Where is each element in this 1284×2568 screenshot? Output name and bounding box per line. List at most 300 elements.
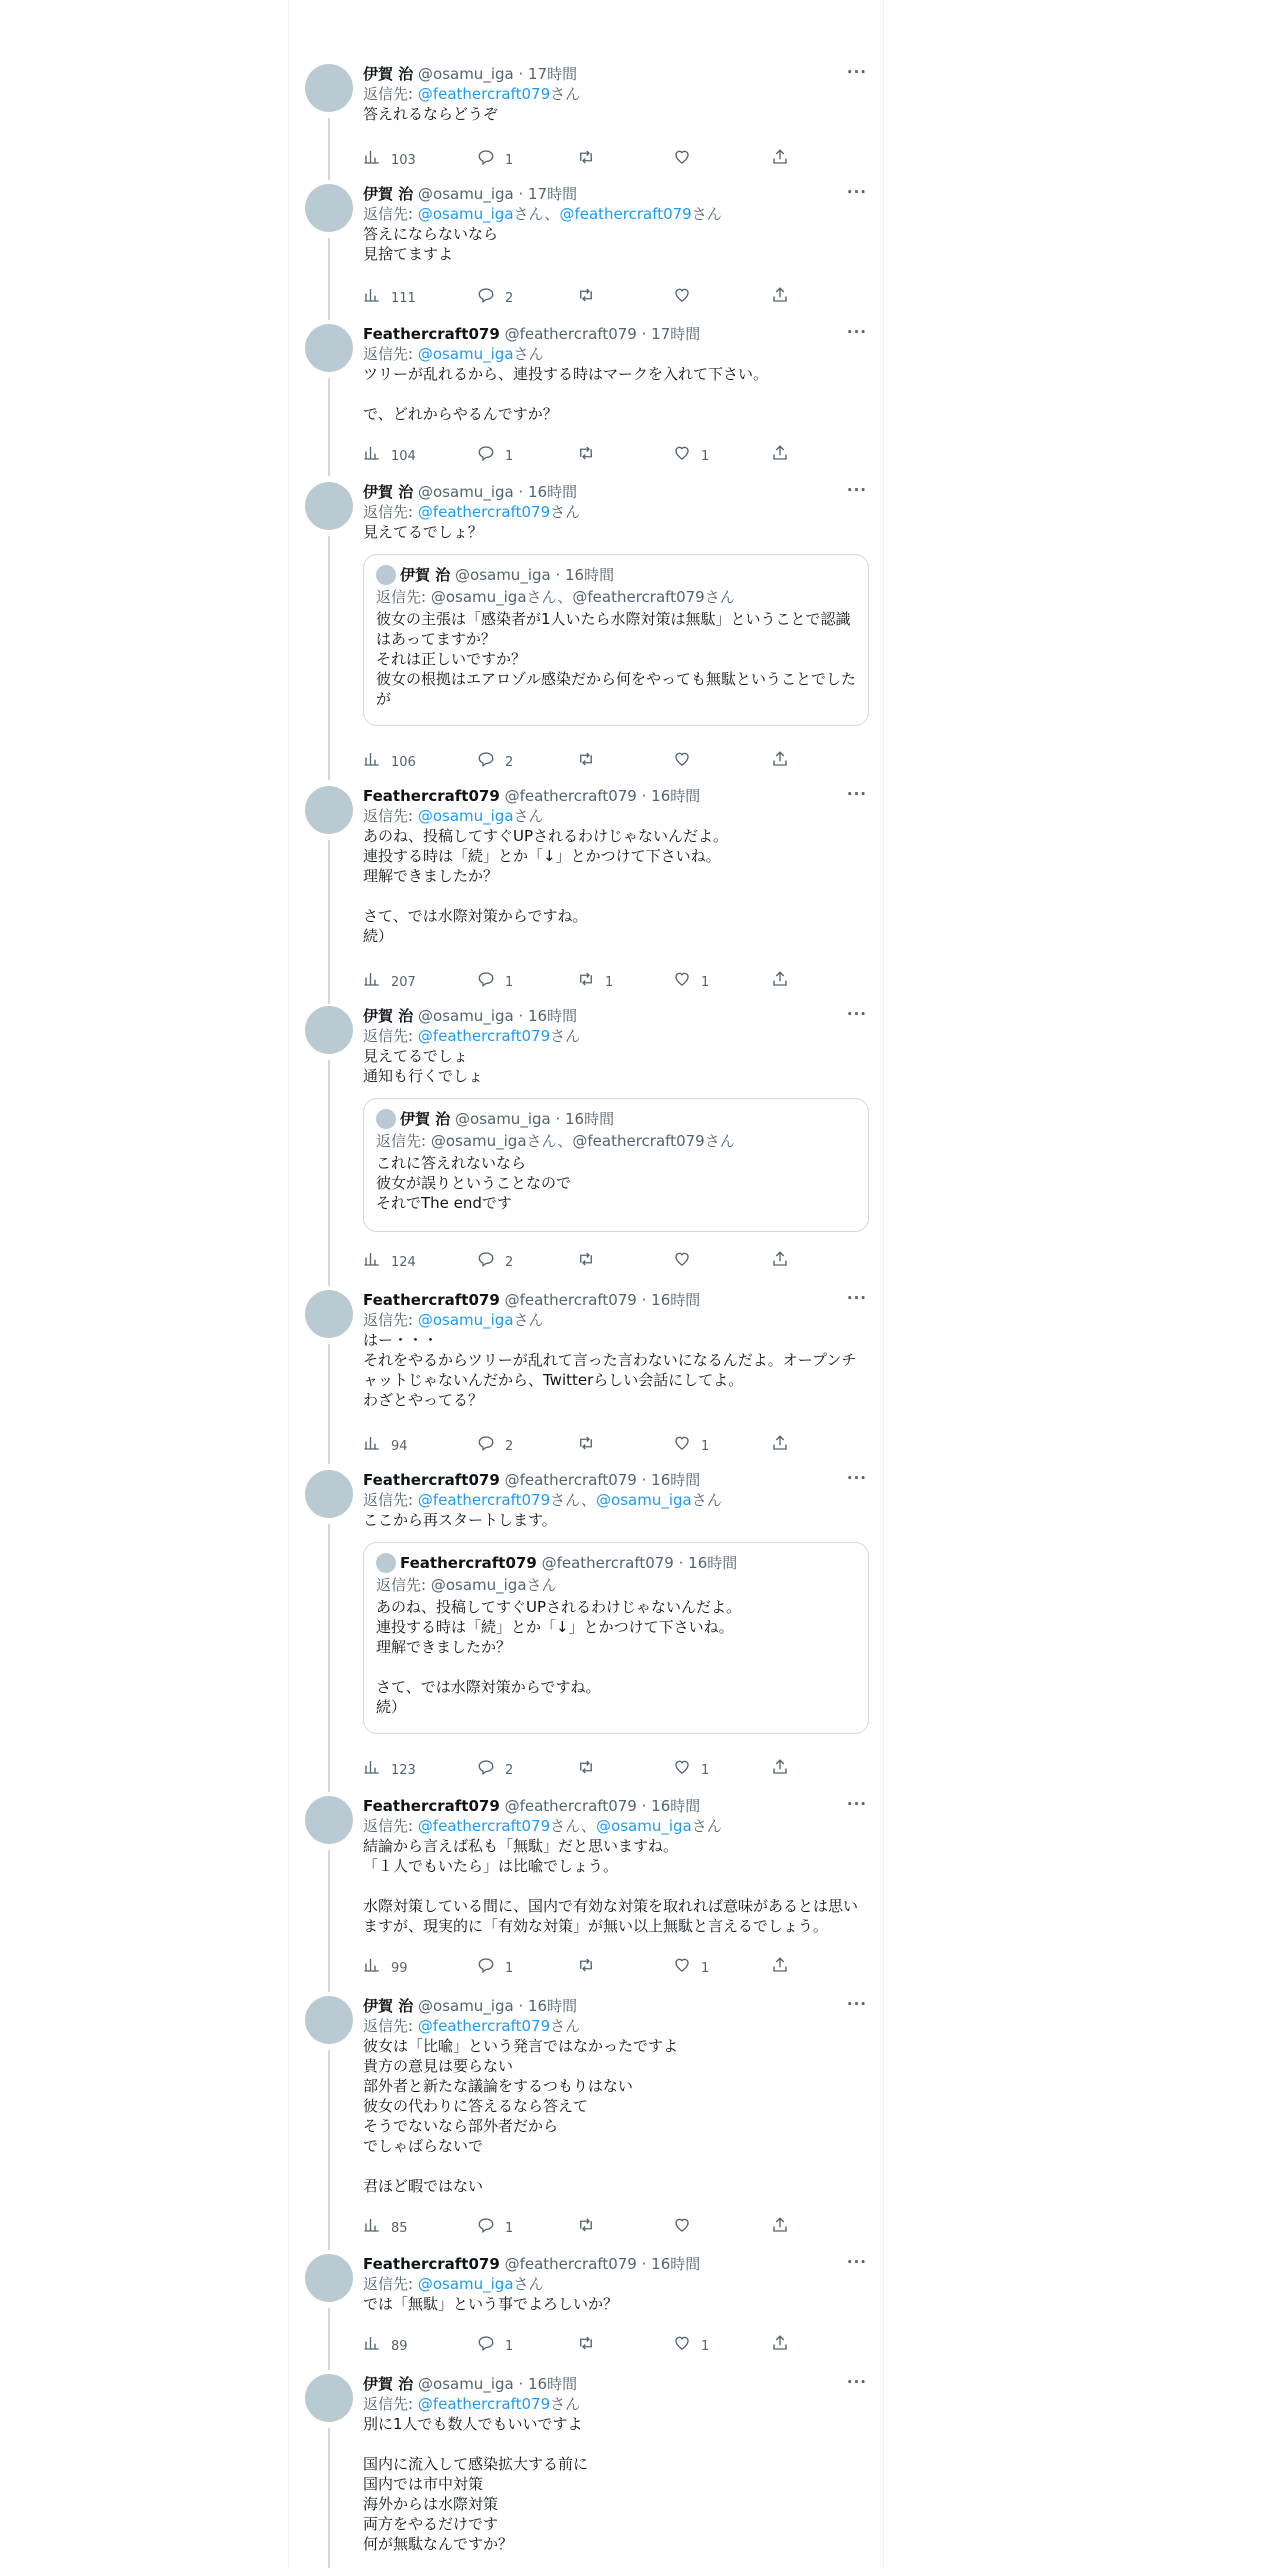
views-button[interactable] (363, 970, 416, 995)
quote-reply-line: 返信先: @osamu_igaさん、@feathercraft079さん (376, 588, 735, 606)
avatar[interactable] (305, 2254, 353, 2302)
tweet-header (363, 1470, 869, 1490)
share-icon (771, 444, 789, 469)
like-button[interactable] (673, 750, 701, 775)
avatar[interactable] (305, 1006, 353, 1054)
share-button[interactable] (771, 286, 789, 311)
views-button[interactable] (363, 1250, 416, 1275)
quote-handle: @osamu_iga (455, 1110, 551, 1128)
retweet-button[interactable] (577, 2334, 605, 2359)
reply-icon (477, 1250, 495, 1275)
retweet-button[interactable] (577, 2216, 605, 2241)
mention-link[interactable]: @osamu_iga (417, 1311, 514, 1329)
like-count: 1 (701, 1438, 710, 1454)
mention-link[interactable]: @osamu_iga (417, 807, 514, 825)
views-count: 124 (391, 1254, 416, 1270)
views-icon (363, 1250, 381, 1275)
more-options-icon[interactable]: ··· (846, 63, 867, 81)
retweet-icon (577, 2334, 595, 2359)
tweet-text: ツリーが乱れるから、連投する時はマークを入れて下さい。 で、どれからやるんですか？ (363, 365, 769, 423)
views-count: 123 (391, 1762, 416, 1778)
quote-handle: @osamu_iga (455, 566, 551, 584)
views-button[interactable] (363, 1956, 408, 1981)
timestamp[interactable]: 16時間 (651, 1471, 701, 1489)
thread-line (328, 1344, 330, 1464)
views-button[interactable] (363, 286, 416, 311)
share-icon (771, 286, 789, 311)
views-button[interactable] (363, 2334, 408, 2359)
mention-link[interactable]: @feathercraft079 (417, 85, 551, 103)
reply-button[interactable] (477, 1956, 513, 1981)
reply-icon (477, 148, 495, 173)
reply-button[interactable] (477, 750, 513, 775)
timestamp[interactable]: 16時間 (528, 1997, 578, 2015)
mention-link[interactable]: @feathercraft079 (417, 1817, 551, 1835)
reply-to-line: 返信先: @osamu_igaさん (363, 2275, 544, 2293)
views-icon (363, 1758, 381, 1783)
user-handle[interactable]: @feathercraft079 (504, 787, 637, 805)
retweet-icon (577, 1956, 595, 1981)
more-options-icon[interactable]: ··· (846, 2253, 867, 2271)
reply-icon (477, 970, 495, 995)
tweet-actions (363, 1434, 869, 1454)
avatar[interactable] (305, 482, 353, 530)
separator-dot: · (513, 1007, 529, 1025)
thread-line (328, 238, 330, 320)
timestamp[interactable]: 16時間 (528, 483, 578, 501)
mention-link[interactable]: @osamu_iga (417, 345, 514, 363)
share-button[interactable] (771, 1250, 789, 1275)
more-options-icon[interactable]: ··· (846, 785, 867, 803)
tweet-header (363, 1996, 869, 2016)
timestamp[interactable]: 16時間 (651, 1797, 701, 1815)
mention-link[interactable]: @osamu_iga (596, 1491, 692, 1509)
retweet-button[interactable] (577, 1434, 605, 1459)
heart-icon (673, 286, 691, 311)
reply-button[interactable] (477, 2216, 513, 2241)
share-button[interactable] (771, 2334, 789, 2359)
avatar[interactable] (305, 1470, 353, 1518)
reply-count: 1 (505, 1960, 514, 1976)
more-options-icon[interactable]: ··· (846, 1005, 867, 1023)
reply-button[interactable] (477, 1758, 513, 1783)
like-button[interactable] (673, 1758, 709, 1783)
display-name[interactable]: 伊賀 治 (363, 1007, 414, 1025)
avatar[interactable] (305, 64, 353, 112)
conversation-timeline (288, 0, 884, 2568)
retweet-button[interactable] (577, 444, 605, 469)
tweet-text: 別に1人でも数人でもいいですよ 国内に流入して感染拡大する前に 国内では市中対策 海外からは水際対策 両方をやるだけです 何が無駄なんですか？ (363, 2415, 589, 2553)
thread-line (328, 2050, 330, 2250)
share-icon (771, 970, 789, 995)
tweet-header (363, 184, 869, 204)
timestamp[interactable]: 16時間 (651, 1291, 701, 1309)
quoted-tweet[interactable]: 伊賀 治 @osamu_iga · 16時間 返信先: @osamu_igaさん、@feathercraft079さん 彼女の主張は「感染者が1人いたら水際対策は無駄」ということで認識はあってますか？ それは正しいですか？ 彼女の根拠はエアロゾル感染だから何をやっても無駄ということでしたが (363, 554, 869, 726)
reply-button[interactable] (477, 148, 513, 173)
views-icon (363, 1956, 381, 1981)
separator-dot: · (636, 787, 652, 805)
views-button[interactable] (363, 444, 416, 469)
separator-dot: · (513, 483, 529, 501)
retweet-button[interactable] (577, 750, 605, 775)
views-button[interactable] (363, 2216, 408, 2241)
tweet-text: 答えにならないなら 見捨てますよ (363, 225, 499, 263)
tweet-header (363, 482, 869, 502)
views-count: 103 (391, 152, 416, 168)
reply-button[interactable] (477, 1250, 513, 1275)
tweet-header (363, 1006, 869, 1026)
tweet-header (363, 2254, 869, 2274)
quote-display-name: 伊賀 治 (400, 566, 451, 584)
views-button[interactable] (363, 1758, 416, 1783)
user-handle[interactable]: @feathercraft079 (504, 1471, 637, 1489)
thread-line (328, 378, 330, 476)
timestamp[interactable]: 17時間 (651, 325, 701, 343)
avatar[interactable] (305, 1290, 353, 1338)
tweet-actions (363, 148, 869, 168)
tweet-header (363, 1796, 869, 1816)
mention-link[interactable]: @feathercraft079 (417, 1491, 551, 1509)
reply-count: 2 (505, 754, 514, 770)
display-name[interactable]: Feathercraft079 (363, 787, 500, 805)
tweet-header (363, 324, 869, 344)
heart-icon (673, 148, 691, 173)
quote-display-name: 伊賀 治 (400, 1110, 451, 1128)
more-options-icon[interactable]: ··· (846, 1289, 867, 1307)
reply-icon (477, 2216, 495, 2241)
reply-icon (477, 444, 495, 469)
views-icon (363, 286, 381, 311)
user-handle[interactable]: @osamu_iga (418, 483, 514, 501)
retweet-button[interactable] (577, 286, 605, 311)
like-button[interactable] (673, 2216, 701, 2241)
separator-dot: · (636, 1471, 652, 1489)
tweet-actions (363, 286, 869, 306)
like-button[interactable] (673, 286, 701, 311)
avatar[interactable] (305, 184, 353, 232)
mention-link[interactable]: @feathercraft079 (417, 1027, 551, 1045)
tweet-header (363, 786, 869, 806)
display-name[interactable]: Feathercraft079 (363, 2255, 500, 2273)
separator-dot: · (513, 2375, 529, 2393)
views-count: 99 (391, 1960, 408, 1976)
more-options-icon[interactable]: ··· (846, 1795, 867, 1813)
share-button[interactable] (771, 970, 789, 995)
thread-line (328, 2308, 330, 2370)
mention-link[interactable]: @osamu_iga (596, 1817, 692, 1835)
reply-count: 1 (505, 448, 514, 464)
tweet-text: ここから再スタートします。 (363, 1511, 557, 1529)
share-icon (771, 750, 789, 775)
tweet-text: 見えてるでしょ 通知も行くでしょ (363, 1047, 484, 1085)
display-name[interactable]: 伊賀 治 (363, 65, 414, 83)
timestamp[interactable]: 16時間 (651, 787, 701, 805)
like-button[interactable] (673, 444, 709, 469)
reply-to-line: 返信先: @feathercraft079さん、@osamu_igaさん (363, 1817, 722, 1835)
share-icon (771, 1250, 789, 1275)
quote-reply-line: 返信先: @osamu_igaさん (376, 1576, 557, 1594)
display-name[interactable]: 伊賀 治 (363, 1997, 414, 2015)
heart-icon (673, 2216, 691, 2241)
tweet-actions (363, 2216, 869, 2236)
reply-count: 1 (505, 974, 514, 990)
quote-text: 彼女の主張は「感染者が1人いたら水際対策は無駄」ということで認識はあってますか？ それは正しいですか？ 彼女の根拠はエアロゾル感染だから何をやっても無駄ということでしたが (376, 610, 857, 708)
views-button[interactable] (363, 148, 416, 173)
quote-text: これに答えれないなら 彼女が誤りということなので それでThe endです (376, 1154, 572, 1212)
reply-to-line: 返信先: @osamu_igaさん (363, 807, 544, 825)
share-button[interactable] (771, 444, 789, 469)
avatar[interactable] (305, 2374, 353, 2422)
tweet-actions (363, 750, 869, 770)
like-count: 1 (701, 974, 710, 990)
more-options-icon[interactable]: ··· (846, 2373, 867, 2391)
more-options-icon[interactable]: ··· (846, 481, 867, 499)
timestamp[interactable]: 16時間 (528, 1007, 578, 1025)
reply-to-line: 返信先: @feathercraft079さん (363, 85, 581, 103)
thread-line (328, 536, 330, 780)
retweet-icon (577, 148, 595, 173)
reply-icon (477, 286, 495, 311)
reply-button[interactable] (477, 444, 513, 469)
retweet-icon (577, 286, 595, 311)
tweet-header (363, 1290, 869, 1310)
tweet-actions (363, 1956, 869, 1976)
tweet-actions (363, 970, 869, 990)
quote-display-name: Feathercraft079 (400, 1554, 537, 1572)
views-count: 89 (391, 2338, 408, 2354)
user-handle[interactable]: @feathercraft079 (504, 1797, 637, 1815)
retweet-button[interactable] (577, 970, 613, 995)
reply-to-line: 返信先: @feathercraft079さん (363, 1027, 581, 1045)
views-count: 104 (391, 448, 416, 464)
share-icon (771, 2216, 789, 2241)
quote-timestamp: 16時間 (688, 1554, 738, 1572)
reply-count: 2 (505, 1762, 514, 1778)
separator-dot: · (636, 2255, 652, 2273)
retweet-icon (577, 750, 595, 775)
heart-icon (673, 2334, 691, 2359)
thread-line (328, 840, 330, 1004)
tweet-header (363, 64, 869, 84)
retweet-icon (577, 1758, 595, 1783)
timestamp[interactable]: 16時間 (528, 2375, 578, 2393)
reply-button[interactable] (477, 1434, 513, 1459)
avatar[interactable] (305, 1996, 353, 2044)
heart-icon (673, 750, 691, 775)
quote-avatar (376, 565, 396, 585)
like-count: 1 (701, 2338, 710, 2354)
quote-text: あのね、投稿してすぐUPされるわけじゃないんだよ。 連投する時は「続」とか「↓」とかつけて下さいね。 理解できましたか？ さて、では水際対策からですね。 続） (376, 1598, 742, 1716)
reply-icon (477, 2334, 495, 2359)
tweet-text: 結論から言えば私も「無駄」だと思いますね。 「１人でもいたら」は比喩でしょう。 水際対策している間に、国内で有効な対策を取れれば意味があるとは思いますが、現実的に「有効な対策」が無い以上無駄と言えるでしょう。 (363, 1837, 859, 1935)
views-count: 111 (391, 290, 416, 306)
user-handle[interactable]: @osamu_iga (418, 1997, 514, 2015)
display-name[interactable]: Feathercraft079 (363, 1291, 500, 1309)
views-icon (363, 970, 381, 995)
share-button[interactable] (771, 1758, 789, 1783)
separator-dot: · (636, 325, 652, 343)
share-button[interactable] (771, 148, 789, 173)
more-options-icon[interactable]: ··· (846, 323, 867, 341)
tweet-text: 見えてるでしょ？ (363, 523, 483, 541)
avatar[interactable] (305, 1796, 353, 1844)
quote-reply-line: 返信先: @osamu_igaさん、@feathercraft079さん (376, 1132, 735, 1150)
reply-count: 1 (505, 2220, 514, 2236)
reply-to-line: 返信先: @osamu_igaさん (363, 1311, 544, 1329)
retweet-icon (577, 444, 595, 469)
display-name[interactable]: 伊賀 治 (363, 2375, 414, 2393)
retweet-icon (577, 2216, 595, 2241)
reply-to-line: 返信先: @feathercraft079さん、@osamu_igaさん (363, 1491, 722, 1509)
tweet-text: はー・・・ それをやるからツリーが乱れて言った言わないになるんだよ。オープンチャットじゃないんだから、Twitterらしい会話にしてよ。 わざとやってる？ (363, 1331, 857, 1409)
retweet-icon (577, 1434, 595, 1459)
like-button[interactable] (673, 1250, 701, 1275)
share-icon (771, 1956, 789, 1981)
reply-to-line: 返信先: @osamu_igaさん (363, 345, 544, 363)
views-icon (363, 2334, 381, 2359)
views-icon (363, 750, 381, 775)
reply-count: 1 (505, 152, 514, 168)
retweet-button[interactable] (577, 148, 605, 173)
reply-icon (477, 1434, 495, 1459)
quoted-tweet[interactable]: 伊賀 治 @osamu_iga · 16時間 返信先: @osamu_igaさん、@feathercraft079さん これに答えれないなら 彼女が誤りということなので それでThe endです (363, 1098, 869, 1232)
like-count: 1 (701, 1960, 710, 1976)
reply-count: 2 (505, 1438, 514, 1454)
user-handle[interactable]: @feathercraft079 (504, 325, 637, 343)
display-name[interactable]: Feathercraft079 (363, 1471, 500, 1489)
like-count: 1 (701, 448, 710, 464)
user-handle[interactable]: @osamu_iga (418, 2375, 514, 2393)
reply-count: 1 (505, 2338, 514, 2354)
user-handle[interactable]: @osamu_iga (418, 185, 514, 203)
tweet-text: あのね、投稿してすぐUPされるわけじゃないんだよ。 連投する時は「続」とか「↓」とかつけて下さいね。 理解できましたか？ さて、では水際対策からですね。 続） (363, 827, 729, 945)
retweet-icon (577, 1250, 595, 1275)
like-count: 1 (701, 1762, 710, 1778)
timestamp[interactable]: 17時間 (528, 185, 578, 203)
timestamp[interactable]: 17時間 (528, 65, 578, 83)
like-button[interactable] (673, 2334, 709, 2359)
quote-handle: @feathercraft079 (541, 1554, 674, 1572)
share-button[interactable] (771, 750, 789, 775)
quote-avatar (376, 1109, 396, 1129)
tweet-text: では「無駄」という事でよろしいか？ (363, 2295, 619, 2313)
tweet-header (363, 2374, 869, 2394)
display-name[interactable]: 伊賀 治 (363, 483, 414, 501)
more-options-icon[interactable]: ··· (846, 1995, 867, 2013)
retweet-button[interactable] (577, 1250, 605, 1275)
share-button[interactable] (771, 2216, 789, 2241)
reply-count: 2 (505, 290, 514, 306)
like-button[interactable] (673, 1434, 709, 1459)
share-icon (771, 1434, 789, 1459)
heart-icon (673, 970, 691, 995)
tweet-actions (363, 1758, 869, 1778)
timestamp[interactable]: 16時間 (651, 2255, 701, 2273)
reply-button[interactable] (477, 970, 513, 995)
tweet-text: 彼女は「比喩」という発言ではなかったですよ 貴方の意見は要らない 部外者と新たな議論をするつもりはない 彼女の代わりに答えるなら答えて そうでないなら部外者だから でしゃばらないで 君ほど暇ではない (363, 2037, 679, 2195)
views-icon (363, 1434, 381, 1459)
views-button[interactable] (363, 1434, 408, 1459)
like-button[interactable] (673, 970, 709, 995)
reply-icon (477, 1956, 495, 1981)
like-button[interactable] (673, 1956, 709, 1981)
reply-icon (477, 750, 495, 775)
share-button[interactable] (771, 1956, 789, 1981)
share-icon (771, 148, 789, 173)
views-icon (363, 2216, 381, 2241)
more-options-icon[interactable]: ··· (846, 1469, 867, 1487)
reply-icon (477, 1758, 495, 1783)
views-count: 106 (391, 754, 416, 770)
heart-icon (673, 444, 691, 469)
mention-link[interactable]: @feathercraft079 (417, 2017, 551, 2035)
user-handle[interactable]: @feathercraft079 (504, 2255, 637, 2273)
user-handle[interactable]: @osamu_iga (418, 1007, 514, 1025)
display-name[interactable]: Feathercraft079 (363, 1797, 500, 1815)
share-icon (771, 1758, 789, 1783)
reply-button[interactable] (477, 2334, 513, 2359)
reply-to-line: 返信先: @osamu_igaさん、@feathercraft079さん (363, 205, 722, 223)
display-name[interactable]: Feathercraft079 (363, 325, 500, 343)
separator-dot: · (513, 1997, 529, 2015)
reply-to-line: 返信先: @feathercraft079さん (363, 2395, 581, 2413)
avatar[interactable] (305, 324, 353, 372)
thread-line (328, 2428, 330, 2568)
mention-link[interactable]: @feathercraft079 (559, 205, 692, 223)
share-icon (771, 2334, 789, 2359)
reply-count: 2 (505, 1254, 514, 1270)
views-button[interactable] (363, 750, 416, 775)
retweet-count: 1 (605, 974, 614, 990)
user-handle[interactable]: @osamu_iga (418, 65, 514, 83)
more-options-icon[interactable]: ··· (846, 183, 867, 201)
thread-line (328, 1524, 330, 1792)
mention-link[interactable]: @osamu_iga (417, 2275, 514, 2293)
quote-avatar (376, 1553, 396, 1573)
reply-button[interactable] (477, 286, 513, 311)
mention-link[interactable]: @osamu_iga (417, 205, 514, 223)
separator-dot: · (513, 185, 529, 203)
tweet-text: 答えれるならどうぞ (363, 105, 499, 123)
mention-link[interactable]: @feathercraft079 (417, 2395, 551, 2413)
retweet-icon (577, 970, 595, 995)
share-button[interactable] (771, 1434, 789, 1459)
avatar[interactable] (305, 786, 353, 834)
quoted-tweet[interactable]: Feathercraft079 @feathercraft079 · 16時間 返信先: @osamu_igaさん あのね、投稿してすぐUPされるわけじゃないんだよ。 連投する時は「続」とか「↓」とかつけて下さいね。 理解できましたか？ さて、では水際対策からですね。 続） (363, 1542, 869, 1734)
tweet-actions (363, 2334, 869, 2354)
retweet-button[interactable] (577, 1956, 605, 1981)
heart-icon (673, 1758, 691, 1783)
tweet-actions (363, 444, 869, 464)
reply-to-line: 返信先: @feathercraft079さん (363, 2017, 581, 2035)
views-icon (363, 148, 381, 173)
mention-link[interactable]: @feathercraft079 (417, 503, 551, 521)
separator-dot: · (636, 1797, 652, 1815)
views-count: 207 (391, 974, 416, 990)
user-handle[interactable]: @feathercraft079 (504, 1291, 637, 1309)
separator-dot: · (636, 1291, 652, 1309)
like-button[interactable] (673, 148, 701, 173)
heart-icon (673, 1956, 691, 1981)
quote-timestamp: 16時間 (565, 566, 615, 584)
retweet-button[interactable] (577, 1758, 605, 1783)
reply-to-line: 返信先: @feathercraft079さん (363, 503, 581, 521)
views-icon (363, 444, 381, 469)
display-name[interactable]: 伊賀 治 (363, 185, 414, 203)
heart-icon (673, 1250, 691, 1275)
separator-dot: · (513, 65, 529, 83)
thread-line (328, 1850, 330, 1992)
